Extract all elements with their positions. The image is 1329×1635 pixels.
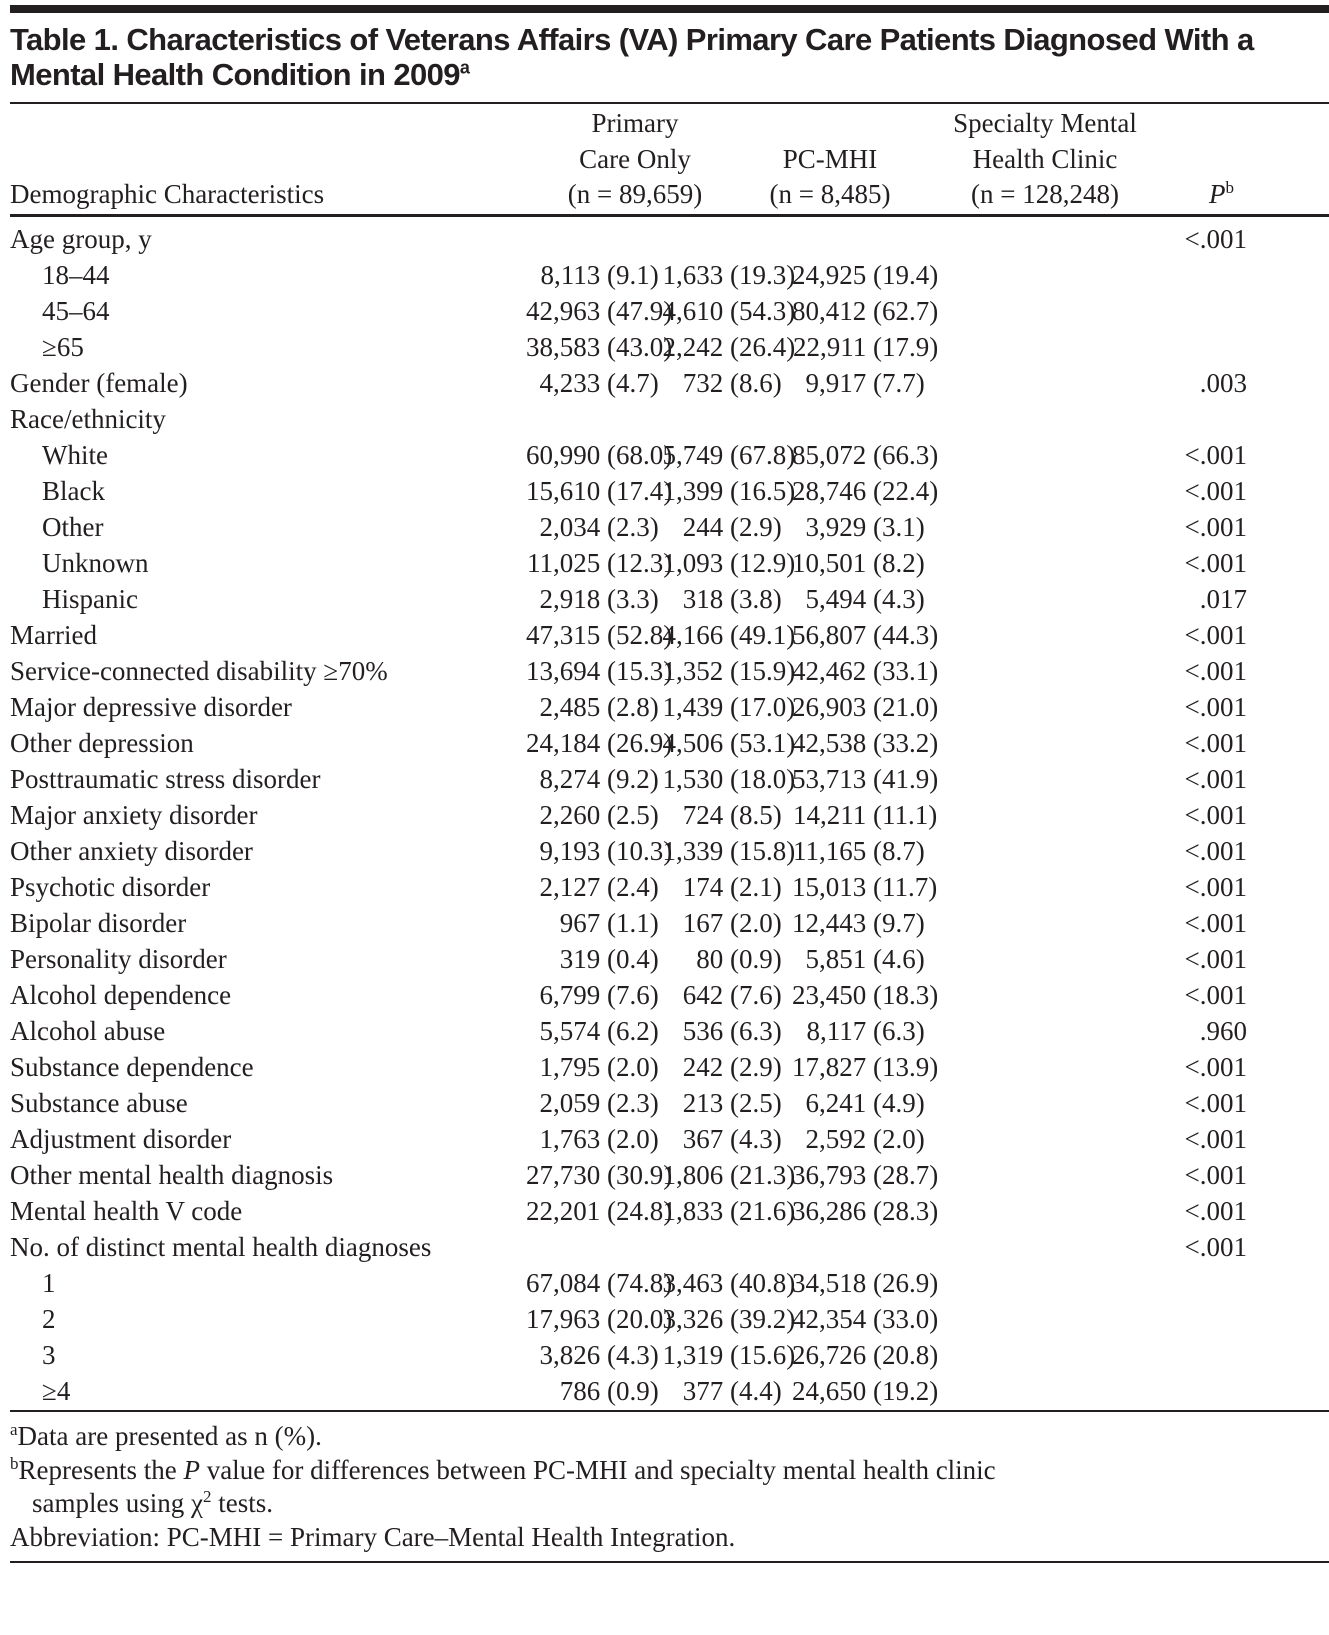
cell-c2: 1,439 (17.0) — [662, 692, 796, 722]
footnote-marker: a — [10, 1420, 18, 1439]
footnote-text: samples using χ — [32, 1488, 203, 1518]
row-label: Personality disorder — [10, 944, 227, 974]
cell-c3: 42,538 (33.2) — [792, 728, 939, 758]
row-label: Alcohol abuse — [10, 1016, 166, 1046]
table-row — [0, 545, 1329, 581]
cell-c2: 1,806 (21.3) — [662, 1160, 796, 1190]
header-p-text: P — [1209, 179, 1226, 209]
table-row — [0, 689, 1329, 725]
cell-c3: 3,929 (3.1) — [805, 512, 925, 542]
cell-c3: 5,851 (4.6) — [805, 944, 925, 974]
cell-c1: 2,059 (2.3) — [539, 1088, 659, 1118]
table-row — [0, 581, 1329, 617]
cell-c2: 1,093 (12.9) — [662, 548, 796, 578]
cell-c3: 42,354 (33.0) — [792, 1304, 939, 1334]
row-label: Major anxiety disorder — [10, 800, 258, 830]
cell-c3: 10,501 (8.2) — [792, 548, 925, 578]
row-label: No. of distinct mental health diagnoses — [10, 1232, 432, 1262]
title-footnote-marker: a — [459, 57, 470, 78]
row-label: 2 — [42, 1304, 56, 1334]
table-row — [0, 437, 1329, 473]
row-label: 45–64 — [42, 296, 110, 326]
cell-p-value: <.001 — [1184, 1088, 1247, 1118]
cell-c2: 732 (8.6) — [682, 368, 782, 398]
cell-c2: 642 (7.6) — [682, 980, 782, 1010]
cell-c1: 27,730 (30.9) — [526, 1160, 673, 1190]
table-row — [0, 869, 1329, 905]
table-row — [0, 473, 1329, 509]
cell-p-value: <.001 — [1184, 728, 1247, 758]
cell-c3: 42,462 (33.1) — [792, 656, 939, 686]
cell-p-value: <.001 — [1184, 476, 1247, 506]
cell-c1: 9,193 (10.3) — [539, 836, 673, 866]
cell-c1: 2,485 (2.8) — [539, 692, 659, 722]
table-row — [0, 365, 1329, 401]
cell-c1: 2,918 (3.3) — [539, 584, 659, 614]
header-line: Specialty Mental — [953, 108, 1137, 138]
row-label: Race/ethnicity — [10, 404, 166, 434]
cell-p-value: <.001 — [1184, 800, 1247, 830]
cell-c3: 36,286 (28.3) — [792, 1196, 939, 1226]
cell-c2: 1,530 (18.0) — [662, 764, 796, 794]
table-row — [0, 617, 1329, 653]
table-row — [0, 221, 1329, 257]
table-row — [0, 905, 1329, 941]
table-row — [0, 1049, 1329, 1085]
cell-c1: 1,795 (2.0) — [539, 1052, 659, 1082]
header-p-marker: b — [1225, 178, 1234, 197]
table-row — [0, 1085, 1329, 1121]
cell-c2: 242 (2.9) — [682, 1052, 782, 1082]
cell-c1: 8,113 (9.1) — [540, 260, 659, 290]
cell-p-value: <.001 — [1184, 224, 1247, 254]
cell-p-value: .960 — [1199, 1016, 1247, 1046]
cell-c2: 4,506 (53.1) — [662, 728, 796, 758]
table-row — [0, 1301, 1329, 1337]
table-title-text: Table 1. Characteristics of Veterans Affairs (VA) Primary Care Patients Diagnosed With a Mental Health Condition in 2009 — [10, 22, 1254, 92]
footnote-text: tests. — [211, 1488, 273, 1518]
cell-c2: 1,633 (19.3) — [662, 260, 796, 290]
cell-c3: 11,165 (8.7) — [793, 836, 925, 866]
cell-c1: 3,826 (4.3) — [539, 1340, 659, 1370]
table-row — [0, 293, 1329, 329]
header-line: Primary — [591, 108, 679, 138]
cell-c2: 2,242 (26.4) — [662, 332, 796, 362]
footnote-marker: b — [10, 1454, 19, 1473]
table-row — [0, 1265, 1329, 1301]
cell-p-value: <.001 — [1184, 1196, 1247, 1226]
cell-c1: 67,084 (74.8) — [526, 1268, 673, 1298]
row-label: Other anxiety disorder — [10, 836, 253, 866]
row-label: Bipolar disorder — [10, 908, 187, 938]
top-thick-rule — [10, 5, 1329, 13]
row-label: Age group, y — [10, 224, 152, 254]
table-row — [0, 1193, 1329, 1229]
cell-c3: 26,903 (21.0) — [792, 692, 939, 722]
cell-p-value: <.001 — [1184, 656, 1247, 686]
cell-p-value: <.001 — [1184, 692, 1247, 722]
table-row — [0, 761, 1329, 797]
cell-c2: 1,399 (16.5) — [662, 476, 796, 506]
cell-p-value: .003 — [1199, 368, 1247, 398]
cell-p-value: <.001 — [1184, 836, 1247, 866]
cell-c1: 47,315 (52.8) — [526, 620, 673, 650]
cell-p-value: <.001 — [1184, 1124, 1247, 1154]
cell-c2: 244 (2.9) — [682, 512, 782, 542]
cell-c2: 367 (4.3) — [682, 1124, 782, 1154]
row-label: Unknown — [42, 548, 149, 578]
footnote-b-line2 — [32, 1486, 273, 1520]
table-row — [0, 329, 1329, 365]
cell-c2: 80 (0.9) — [696, 944, 782, 974]
cell-c2: 4,610 (54.3) — [662, 296, 796, 326]
cell-c2: 318 (3.8) — [682, 584, 782, 614]
cell-c1: 11,025 (12.3) — [527, 548, 673, 578]
cell-c3: 9,917 (7.7) — [805, 368, 925, 398]
cell-c2: 377 (4.4) — [682, 1376, 782, 1406]
row-label: ≥65 — [42, 332, 84, 362]
title-rule — [10, 102, 1329, 104]
cell-c1: 13,694 (15.3) — [526, 656, 673, 686]
cell-c1: 8,274 (9.2) — [539, 764, 659, 794]
row-label: ≥4 — [42, 1376, 71, 1406]
cell-c2: 167 (2.0) — [682, 908, 782, 938]
cell-c3: 36,793 (28.7) — [792, 1160, 939, 1190]
bottom-rule — [10, 1561, 1329, 1563]
cell-p-value: <.001 — [1184, 908, 1247, 938]
cell-c2: 3,326 (39.2) — [662, 1304, 796, 1334]
row-label: Married — [10, 620, 97, 650]
cell-c3: 85,072 (66.3) — [792, 440, 939, 470]
cell-c3: 34,518 (26.9) — [792, 1268, 939, 1298]
row-label: Posttraumatic stress disorder — [10, 764, 321, 794]
cell-c1: 319 (0.4) — [559, 944, 659, 974]
row-label: Other depression — [10, 728, 194, 758]
cell-c2: 1,352 (15.9) — [662, 656, 796, 686]
cell-c3: 14,211 (11.1) — [793, 800, 938, 830]
cell-c3: 22,911 (17.9) — [793, 332, 939, 362]
cell-c3: 24,925 (19.4) — [792, 260, 939, 290]
cell-c1: 6,799 (7.6) — [539, 980, 659, 1010]
row-label: 18–44 — [42, 260, 110, 290]
header-line: Care Only — [579, 143, 691, 174]
row-label: Substance abuse — [10, 1088, 188, 1118]
table-title — [10, 22, 1329, 92]
cell-p-value: <.001 — [1184, 1160, 1247, 1190]
header-primary-care-only — [535, 106, 735, 213]
cell-c1: 967 (1.1) — [559, 908, 659, 938]
cell-c3: 12,443 (9.7) — [792, 908, 925, 938]
cell-c2: 4,166 (49.1) — [662, 620, 796, 650]
header-label: Demographic Characteristics — [10, 179, 325, 209]
cell-c2: 1,319 (15.6) — [662, 1340, 796, 1370]
table-row — [0, 833, 1329, 869]
table-row — [0, 1337, 1329, 1373]
cell-p-value: <.001 — [1184, 872, 1247, 902]
cell-p-value: <.001 — [1184, 548, 1247, 578]
cell-c3: 6,241 (4.9) — [805, 1088, 925, 1118]
cell-p-value: <.001 — [1184, 1052, 1247, 1082]
table-row — [0, 653, 1329, 689]
table-row — [0, 725, 1329, 761]
footnote-abbreviation: Abbreviation: PC-MHI = Primary Care–Mental Health Integration. — [10, 1522, 736, 1552]
cell-p-value: <.001 — [1184, 620, 1247, 650]
cell-c1: 786 (0.9) — [559, 1376, 659, 1406]
header-line: (n = 8,485) — [769, 179, 891, 209]
cell-c3: 28,746 (22.4) — [792, 476, 939, 506]
cell-p-value: <.001 — [1184, 1232, 1247, 1262]
cell-c2: 174 (2.1) — [682, 872, 782, 902]
cell-c2: 5,749 (67.8) — [662, 440, 796, 470]
cell-c1: 2,034 (2.3) — [539, 512, 659, 542]
cell-c1: 42,963 (47.9) — [526, 296, 673, 326]
table-row — [0, 977, 1329, 1013]
footnote-a — [10, 1419, 322, 1453]
row-label: Adjustment disorder — [10, 1124, 232, 1154]
row-label: Gender (female) — [10, 368, 188, 398]
header-specialty-mental-health — [925, 106, 1165, 213]
header-rule — [10, 214, 1329, 217]
cell-c1: 24,184 (26.9) — [526, 728, 673, 758]
row-label: Psychotic disorder — [10, 872, 211, 902]
row-label: Other — [42, 512, 104, 542]
cell-p-value: <.001 — [1184, 512, 1247, 542]
body-bottom-rule — [10, 1410, 1329, 1412]
footnote-italic: P — [183, 1455, 200, 1485]
cell-c3: 17,827 (13.9) — [792, 1052, 939, 1082]
header-line: (n = 89,659) — [567, 179, 703, 209]
cell-p-value: .017 — [1199, 584, 1247, 614]
table-row — [0, 1013, 1329, 1049]
cell-c1: 17,963 (20.0) — [526, 1304, 673, 1334]
footnote-b — [10, 1453, 996, 1487]
header-pc-mhi — [735, 142, 925, 213]
header-p-value — [1209, 177, 1234, 213]
row-label: Service-connected disability ≥70% — [10, 656, 388, 686]
table-row — [0, 257, 1329, 293]
table-row — [0, 1373, 1329, 1409]
cell-c3: 80,412 (62.7) — [792, 296, 939, 326]
cell-c1: 22,201 (24.8) — [526, 1196, 673, 1226]
cell-c1: 15,610 (17.4) — [526, 476, 673, 506]
cell-c3: 23,450 (18.3) — [792, 980, 939, 1010]
row-label: Substance dependence — [10, 1052, 254, 1082]
row-label: 1 — [42, 1268, 56, 1298]
cell-c2: 724 (8.5) — [682, 800, 782, 830]
cell-c3: 56,807 (44.3) — [792, 620, 939, 650]
row-label: Mental health V code — [10, 1196, 243, 1226]
cell-c1: 2,127 (2.4) — [539, 872, 659, 902]
cell-c2: 536 (6.3) — [682, 1016, 782, 1046]
cell-c1: 5,574 (6.2) — [539, 1016, 659, 1046]
row-label: Other mental health diagnosis — [10, 1160, 334, 1190]
cell-c1: 2,260 (2.5) — [539, 800, 659, 830]
footnote-text: Data are presented as n (%). — [17, 1421, 322, 1451]
cell-c1: 38,583 (43.0) — [526, 332, 673, 362]
cell-c2: 1,833 (21.6) — [662, 1196, 796, 1226]
cell-c3: 8,117 (6.3) — [806, 1016, 925, 1046]
row-label: 3 — [42, 1340, 56, 1370]
cell-c3: 5,494 (4.3) — [805, 584, 925, 614]
table-row — [0, 509, 1329, 545]
cell-c3: 2,592 (2.0) — [805, 1124, 925, 1154]
header-line: Health Clinic — [972, 143, 1118, 174]
row-label: Major depressive disorder — [10, 692, 292, 722]
header-line: PC-MHI — [782, 143, 878, 174]
header-line: (n = 128,248) — [971, 179, 1119, 209]
cell-p-value: <.001 — [1184, 764, 1247, 794]
cell-c1: 1,763 (2.0) — [539, 1124, 659, 1154]
footnote-text: value for differences between PC-MHI and specialty mental health clinic — [199, 1455, 996, 1485]
table-row — [0, 1229, 1329, 1265]
table-row — [0, 401, 1329, 437]
cell-c2: 1,339 (15.8) — [662, 836, 796, 866]
cell-c1: 60,990 (68.0) — [526, 440, 673, 470]
row-label: Hispanic — [42, 584, 138, 614]
table-row — [0, 941, 1329, 977]
table-row — [0, 1121, 1329, 1157]
cell-p-value: <.001 — [1184, 440, 1247, 470]
cell-p-value: <.001 — [1184, 944, 1247, 974]
cell-c3: 15,013 (11.7) — [792, 872, 938, 902]
row-label: White — [42, 440, 108, 470]
footnote-superscript: 2 — [202, 1487, 212, 1506]
row-label: Alcohol dependence — [10, 980, 232, 1010]
cell-c1: 4,233 (4.7) — [539, 368, 659, 398]
table-row — [0, 797, 1329, 833]
footnote-text: Represents the — [18, 1455, 184, 1485]
cell-c3: 53,713 (41.9) — [792, 764, 939, 794]
table-row — [0, 1157, 1329, 1193]
cell-c3: 26,726 (20.8) — [792, 1340, 939, 1370]
cell-c2: 213 (2.5) — [682, 1088, 782, 1118]
cell-c3: 24,650 (19.2) — [792, 1376, 939, 1406]
cell-c2: 3,463 (40.8) — [662, 1268, 796, 1298]
row-label: Black — [42, 476, 105, 506]
cell-p-value: <.001 — [1184, 980, 1247, 1010]
